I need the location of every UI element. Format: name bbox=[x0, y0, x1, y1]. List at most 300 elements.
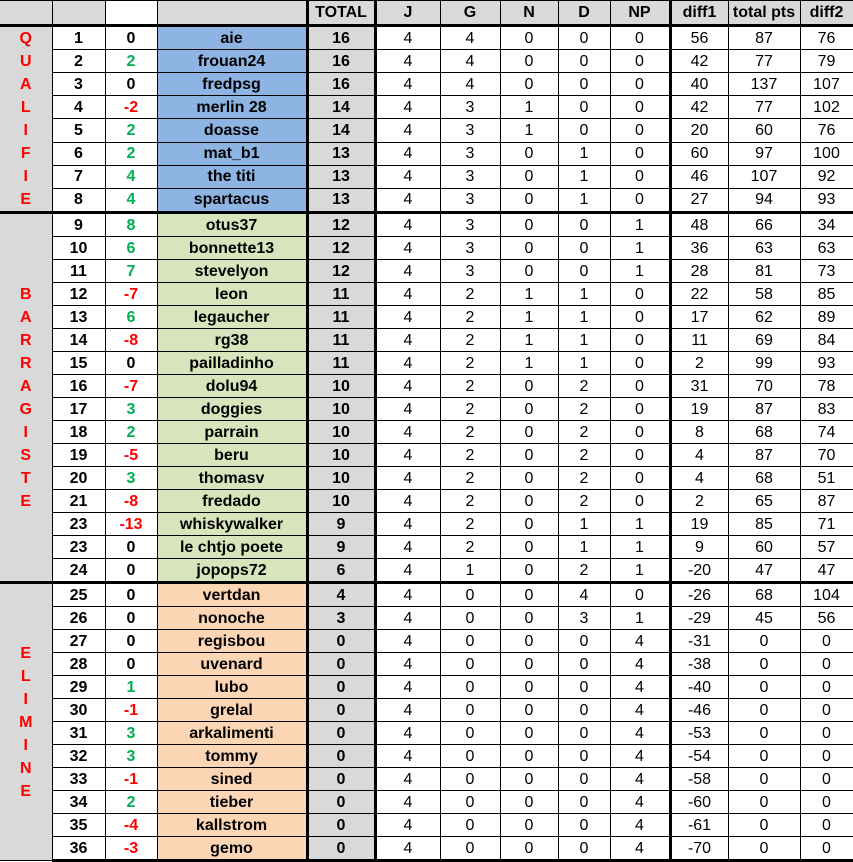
cell-diff1: -26 bbox=[670, 583, 728, 607]
cell-diff1: 4 bbox=[670, 444, 728, 467]
table-row bbox=[0, 398, 853, 421]
cell-total: 13 bbox=[307, 188, 375, 212]
cell-won: 2 bbox=[440, 352, 500, 375]
cell-won: 0 bbox=[440, 837, 500, 861]
header-diff1: diff1 bbox=[670, 1, 728, 26]
cell-player-name: tieber bbox=[157, 791, 307, 814]
cell-drawn: 0 bbox=[500, 26, 558, 50]
cell-lost: 0 bbox=[558, 745, 610, 768]
cell-won: 0 bbox=[440, 607, 500, 630]
cell-won: 2 bbox=[440, 513, 500, 536]
cell-played: 4 bbox=[375, 699, 440, 722]
cell-rank: 5 bbox=[52, 119, 105, 142]
cell-rank-change: 0 bbox=[105, 26, 157, 50]
cell-player-name: tommy bbox=[157, 745, 307, 768]
group-letter: U bbox=[19, 53, 32, 70]
cell-diff2: 76 bbox=[800, 26, 853, 50]
cell-diff1: -54 bbox=[670, 745, 728, 768]
cell-diff1: 19 bbox=[670, 513, 728, 536]
cell-won: 2 bbox=[440, 375, 500, 398]
cell-diff1: -38 bbox=[670, 653, 728, 676]
cell-diff2: 84 bbox=[800, 329, 853, 352]
cell-rank-change: 0 bbox=[105, 352, 157, 375]
cell-drawn: 1 bbox=[500, 306, 558, 329]
cell-diff2: 0 bbox=[800, 814, 853, 837]
cell-rank: 14 bbox=[52, 329, 105, 352]
cell-player-name: doggies bbox=[157, 398, 307, 421]
cell-drawn: 0 bbox=[500, 745, 558, 768]
table-row bbox=[0, 375, 853, 398]
cell-total: 0 bbox=[307, 814, 375, 837]
cell-not-played: 0 bbox=[610, 490, 670, 513]
table-row bbox=[0, 699, 853, 722]
cell-played: 4 bbox=[375, 375, 440, 398]
cell-not-played: 4 bbox=[610, 791, 670, 814]
cell-played: 4 bbox=[375, 814, 440, 837]
header-group-label bbox=[0, 1, 52, 26]
table-row bbox=[0, 791, 853, 814]
cell-diff1: 11 bbox=[670, 329, 728, 352]
cell-total-pts: 81 bbox=[728, 260, 800, 283]
cell-lost: 2 bbox=[558, 559, 610, 583]
cell-diff2: 57 bbox=[800, 536, 853, 559]
header-total: TOTAL bbox=[307, 1, 375, 26]
cell-rank-change: 2 bbox=[105, 50, 157, 73]
cell-drawn: 0 bbox=[500, 188, 558, 212]
cell-total-pts: 85 bbox=[728, 513, 800, 536]
cell-player-name: grelal bbox=[157, 699, 307, 722]
cell-not-played: 0 bbox=[610, 306, 670, 329]
table-row bbox=[0, 421, 853, 444]
cell-not-played: 0 bbox=[610, 188, 670, 212]
cell-total-pts: 47 bbox=[728, 559, 800, 583]
cell-rank: 13 bbox=[52, 306, 105, 329]
cell-player-name: the titi bbox=[157, 165, 307, 188]
cell-total: 4 bbox=[307, 583, 375, 607]
cell-diff2: 79 bbox=[800, 50, 853, 73]
cell-played: 4 bbox=[375, 791, 440, 814]
cell-total: 6 bbox=[307, 559, 375, 583]
cell-rank: 6 bbox=[52, 142, 105, 165]
cell-played: 4 bbox=[375, 213, 440, 237]
cell-played: 4 bbox=[375, 536, 440, 559]
cell-total: 0 bbox=[307, 722, 375, 745]
cell-played: 4 bbox=[375, 513, 440, 536]
cell-won: 3 bbox=[440, 119, 500, 142]
cell-total-pts: 66 bbox=[728, 213, 800, 237]
cell-rank: 16 bbox=[52, 375, 105, 398]
header-total-pts: total pts bbox=[728, 1, 800, 26]
cell-played: 4 bbox=[375, 444, 440, 467]
cell-total-pts: 0 bbox=[728, 745, 800, 768]
cell-diff2: 107 bbox=[800, 73, 853, 96]
group-letter: N bbox=[19, 759, 32, 777]
cell-diff2: 89 bbox=[800, 306, 853, 329]
table-row bbox=[0, 722, 853, 745]
table-row bbox=[0, 490, 853, 513]
cell-drawn: 0 bbox=[500, 676, 558, 699]
cell-rank: 3 bbox=[52, 73, 105, 96]
cell-total-pts: 65 bbox=[728, 490, 800, 513]
cell-rank: 29 bbox=[52, 676, 105, 699]
cell-player-name: leon bbox=[157, 283, 307, 306]
cell-total: 0 bbox=[307, 630, 375, 653]
cell-played: 4 bbox=[375, 398, 440, 421]
cell-player-name: uvenard bbox=[157, 653, 307, 676]
cell-diff1: -46 bbox=[670, 699, 728, 722]
cell-rank-change: 3 bbox=[105, 398, 157, 421]
cell-played: 4 bbox=[375, 26, 440, 50]
cell-rank: 12 bbox=[52, 283, 105, 306]
cell-diff1: -61 bbox=[670, 814, 728, 837]
cell-not-played: 4 bbox=[610, 699, 670, 722]
cell-diff1: 28 bbox=[670, 260, 728, 283]
cell-won: 3 bbox=[440, 260, 500, 283]
cell-rank-change: 7 bbox=[105, 260, 157, 283]
cell-total: 12 bbox=[307, 260, 375, 283]
cell-not-played: 1 bbox=[610, 513, 670, 536]
cell-drawn: 0 bbox=[500, 607, 558, 630]
cell-played: 4 bbox=[375, 119, 440, 142]
table-row bbox=[0, 676, 853, 699]
group-letter: E bbox=[20, 191, 32, 208]
cell-total: 12 bbox=[307, 213, 375, 237]
cell-diff2: 0 bbox=[800, 722, 853, 745]
cell-rank-change: 6 bbox=[105, 237, 157, 260]
cell-diff1: 48 bbox=[670, 213, 728, 237]
cell-diff2: 0 bbox=[800, 768, 853, 791]
cell-won: 0 bbox=[440, 791, 500, 814]
cell-diff2: 85 bbox=[800, 283, 853, 306]
header-not-played: NP bbox=[610, 1, 670, 26]
cell-won: 0 bbox=[440, 676, 500, 699]
cell-lost: 1 bbox=[558, 142, 610, 165]
cell-diff1: -40 bbox=[670, 676, 728, 699]
cell-not-played: 1 bbox=[610, 237, 670, 260]
cell-diff2: 73 bbox=[800, 260, 853, 283]
cell-drawn: 0 bbox=[500, 768, 558, 791]
cell-total: 0 bbox=[307, 791, 375, 814]
cell-drawn: 1 bbox=[500, 352, 558, 375]
cell-drawn: 0 bbox=[500, 142, 558, 165]
cell-not-played: 4 bbox=[610, 653, 670, 676]
group-letter: A bbox=[19, 76, 32, 93]
cell-drawn: 0 bbox=[500, 513, 558, 536]
cell-played: 4 bbox=[375, 768, 440, 791]
cell-rank: 34 bbox=[52, 791, 105, 814]
cell-drawn: 0 bbox=[500, 237, 558, 260]
cell-rank: 35 bbox=[52, 814, 105, 837]
table-row bbox=[0, 73, 853, 96]
cell-drawn: 0 bbox=[500, 630, 558, 653]
table-row bbox=[0, 237, 853, 260]
cell-total-pts: 0 bbox=[728, 791, 800, 814]
cell-drawn: 0 bbox=[500, 490, 558, 513]
cell-total: 13 bbox=[307, 142, 375, 165]
group-letter: B bbox=[19, 285, 32, 303]
cell-not-played: 0 bbox=[610, 352, 670, 375]
cell-diff1: 56 bbox=[670, 26, 728, 50]
cell-played: 4 bbox=[375, 583, 440, 607]
cell-rank-change: 0 bbox=[105, 536, 157, 559]
cell-total: 10 bbox=[307, 444, 375, 467]
cell-diff1: 31 bbox=[670, 375, 728, 398]
cell-lost: 2 bbox=[558, 398, 610, 421]
cell-player-name: thomasv bbox=[157, 467, 307, 490]
cell-rank-change: 2 bbox=[105, 421, 157, 444]
cell-player-name: frouan24 bbox=[157, 50, 307, 73]
cell-diff1: 2 bbox=[670, 352, 728, 375]
group-letter: I bbox=[23, 736, 28, 754]
cell-lost: 1 bbox=[558, 283, 610, 306]
cell-won: 0 bbox=[440, 583, 500, 607]
cell-lost: 0 bbox=[558, 837, 610, 861]
group-letter: I bbox=[23, 168, 28, 185]
cell-diff2: 63 bbox=[800, 237, 853, 260]
cell-total: 0 bbox=[307, 699, 375, 722]
cell-total: 10 bbox=[307, 490, 375, 513]
table-row bbox=[0, 188, 853, 212]
cell-diff2: 51 bbox=[800, 467, 853, 490]
table-row bbox=[0, 583, 853, 607]
cell-total-pts: 99 bbox=[728, 352, 800, 375]
cell-played: 4 bbox=[375, 283, 440, 306]
cell-rank-change: -7 bbox=[105, 283, 157, 306]
group-label-barragiste bbox=[0, 213, 52, 583]
cell-diff2: 76 bbox=[800, 119, 853, 142]
cell-not-played: 4 bbox=[610, 745, 670, 768]
cell-total-pts: 87 bbox=[728, 26, 800, 50]
cell-player-name: kallstrom bbox=[157, 814, 307, 837]
cell-drawn: 1 bbox=[500, 119, 558, 142]
cell-diff1: 9 bbox=[670, 536, 728, 559]
cell-not-played: 0 bbox=[610, 73, 670, 96]
group-letter: I bbox=[23, 423, 28, 441]
cell-played: 4 bbox=[375, 306, 440, 329]
cell-player-name: bonnette13 bbox=[157, 237, 307, 260]
cell-diff2: 71 bbox=[800, 513, 853, 536]
cell-played: 4 bbox=[375, 352, 440, 375]
cell-won: 4 bbox=[440, 26, 500, 50]
cell-rank: 26 bbox=[52, 607, 105, 630]
cell-drawn: 0 bbox=[500, 398, 558, 421]
cell-diff1: 42 bbox=[670, 50, 728, 73]
cell-lost: 0 bbox=[558, 699, 610, 722]
cell-total-pts: 97 bbox=[728, 142, 800, 165]
cell-rank: 28 bbox=[52, 653, 105, 676]
cell-played: 4 bbox=[375, 329, 440, 352]
table-row bbox=[0, 213, 853, 237]
group-letter: E bbox=[20, 644, 32, 662]
cell-total: 16 bbox=[307, 73, 375, 96]
cell-player-name: nonoche bbox=[157, 607, 307, 630]
cell-lost: 1 bbox=[558, 165, 610, 188]
cell-not-played: 0 bbox=[610, 329, 670, 352]
cell-rank: 36 bbox=[52, 837, 105, 861]
cell-played: 4 bbox=[375, 490, 440, 513]
cell-player-name: parrain bbox=[157, 421, 307, 444]
cell-diff2: 100 bbox=[800, 142, 853, 165]
cell-won: 2 bbox=[440, 398, 500, 421]
cell-rank-change: 0 bbox=[105, 559, 157, 583]
cell-played: 4 bbox=[375, 73, 440, 96]
cell-rank: 25 bbox=[52, 583, 105, 607]
cell-total: 10 bbox=[307, 375, 375, 398]
table-row bbox=[0, 536, 853, 559]
cell-player-name: pailladinho bbox=[157, 352, 307, 375]
group-label-qualifie bbox=[0, 26, 52, 213]
cell-lost: 2 bbox=[558, 467, 610, 490]
cell-rank-change: -2 bbox=[105, 96, 157, 119]
cell-played: 4 bbox=[375, 260, 440, 283]
group-letter: I bbox=[23, 122, 28, 139]
cell-played: 4 bbox=[375, 653, 440, 676]
cell-not-played: 0 bbox=[610, 165, 670, 188]
cell-player-name: beru bbox=[157, 444, 307, 467]
cell-drawn: 0 bbox=[500, 260, 558, 283]
cell-lost: 1 bbox=[558, 536, 610, 559]
cell-diff1: 36 bbox=[670, 237, 728, 260]
cell-diff2: 92 bbox=[800, 165, 853, 188]
cell-diff1: 27 bbox=[670, 188, 728, 212]
cell-rank-change: -8 bbox=[105, 329, 157, 352]
cell-drawn: 0 bbox=[500, 73, 558, 96]
cell-diff2: 0 bbox=[800, 653, 853, 676]
cell-won: 2 bbox=[440, 467, 500, 490]
table-row bbox=[0, 745, 853, 768]
cell-lost: 0 bbox=[558, 96, 610, 119]
cell-won: 3 bbox=[440, 213, 500, 237]
cell-won: 4 bbox=[440, 50, 500, 73]
header-rank-change bbox=[105, 1, 157, 26]
cell-total: 14 bbox=[307, 96, 375, 119]
cell-rank-change: -1 bbox=[105, 699, 157, 722]
cell-diff2: 87 bbox=[800, 490, 853, 513]
cell-won: 0 bbox=[440, 630, 500, 653]
cell-won: 2 bbox=[440, 444, 500, 467]
cell-drawn: 0 bbox=[500, 722, 558, 745]
table-row bbox=[0, 96, 853, 119]
cell-diff1: -58 bbox=[670, 768, 728, 791]
cell-rank-change: 0 bbox=[105, 653, 157, 676]
cell-player-name: fredado bbox=[157, 490, 307, 513]
cell-total-pts: 58 bbox=[728, 283, 800, 306]
cell-won: 1 bbox=[440, 559, 500, 583]
cell-rank: 7 bbox=[52, 165, 105, 188]
group-letter: R bbox=[19, 331, 32, 349]
cell-total-pts: 0 bbox=[728, 653, 800, 676]
group-letter: F bbox=[20, 145, 31, 162]
cell-drawn: 1 bbox=[500, 96, 558, 119]
group-letter: G bbox=[19, 400, 32, 418]
cell-diff2: 93 bbox=[800, 352, 853, 375]
cell-lost: 1 bbox=[558, 188, 610, 212]
cell-not-played: 0 bbox=[610, 444, 670, 467]
header-lost: D bbox=[558, 1, 610, 26]
table-row bbox=[0, 814, 853, 837]
cell-lost: 4 bbox=[558, 583, 610, 607]
table-row bbox=[0, 142, 853, 165]
cell-lost: 2 bbox=[558, 375, 610, 398]
cell-diff2: 47 bbox=[800, 559, 853, 583]
cell-rank-change: 4 bbox=[105, 188, 157, 212]
cell-lost: 0 bbox=[558, 653, 610, 676]
cell-not-played: 0 bbox=[610, 283, 670, 306]
cell-rank-change: -5 bbox=[105, 444, 157, 467]
cell-rank: 31 bbox=[52, 722, 105, 745]
table-row bbox=[0, 352, 853, 375]
cell-lost: 2 bbox=[558, 490, 610, 513]
cell-won: 2 bbox=[440, 329, 500, 352]
cell-lost: 0 bbox=[558, 119, 610, 142]
cell-lost: 1 bbox=[558, 513, 610, 536]
cell-drawn: 0 bbox=[500, 837, 558, 861]
cell-total: 3 bbox=[307, 607, 375, 630]
cell-rank-change: 6 bbox=[105, 306, 157, 329]
cell-total-pts: 107 bbox=[728, 165, 800, 188]
cell-rank-change: -8 bbox=[105, 490, 157, 513]
cell-total-pts: 70 bbox=[728, 375, 800, 398]
cell-rank-change: -13 bbox=[105, 513, 157, 536]
cell-rank: 27 bbox=[52, 630, 105, 653]
cell-lost: 0 bbox=[558, 73, 610, 96]
cell-total: 0 bbox=[307, 653, 375, 676]
cell-rank-change: 2 bbox=[105, 119, 157, 142]
cell-rank-change: -7 bbox=[105, 375, 157, 398]
cell-rank: 20 bbox=[52, 467, 105, 490]
cell-drawn: 0 bbox=[500, 791, 558, 814]
header-won: G bbox=[440, 1, 500, 26]
cell-diff2: 74 bbox=[800, 421, 853, 444]
cell-diff1: 8 bbox=[670, 421, 728, 444]
cell-diff2: 0 bbox=[800, 745, 853, 768]
cell-diff2: 0 bbox=[800, 699, 853, 722]
cell-player-name: fredpsg bbox=[157, 73, 307, 96]
cell-total: 16 bbox=[307, 26, 375, 50]
cell-total-pts: 94 bbox=[728, 188, 800, 212]
cell-lost: 0 bbox=[558, 213, 610, 237]
cell-lost: 0 bbox=[558, 791, 610, 814]
cell-total: 11 bbox=[307, 283, 375, 306]
cell-not-played: 1 bbox=[610, 559, 670, 583]
cell-rank: 10 bbox=[52, 237, 105, 260]
cell-rank: 11 bbox=[52, 260, 105, 283]
cell-rank-change: 0 bbox=[105, 583, 157, 607]
cell-drawn: 0 bbox=[500, 375, 558, 398]
cell-rank: 1 bbox=[52, 26, 105, 50]
cell-won: 2 bbox=[440, 536, 500, 559]
cell-lost: 2 bbox=[558, 444, 610, 467]
cell-rank-change: 0 bbox=[105, 73, 157, 96]
cell-diff2: 34 bbox=[800, 213, 853, 237]
cell-rank: 21 bbox=[52, 490, 105, 513]
cell-diff1: 20 bbox=[670, 119, 728, 142]
cell-not-played: 0 bbox=[610, 375, 670, 398]
cell-rank: 33 bbox=[52, 768, 105, 791]
cell-rank-change: 0 bbox=[105, 630, 157, 653]
cell-won: 3 bbox=[440, 165, 500, 188]
table-row bbox=[0, 26, 853, 50]
cell-rank-change: 2 bbox=[105, 791, 157, 814]
cell-total-pts: 60 bbox=[728, 536, 800, 559]
cell-not-played: 4 bbox=[610, 722, 670, 745]
cell-lost: 0 bbox=[558, 237, 610, 260]
cell-won: 0 bbox=[440, 699, 500, 722]
cell-total-pts: 62 bbox=[728, 306, 800, 329]
cell-not-played: 0 bbox=[610, 398, 670, 421]
cell-rank-change: -1 bbox=[105, 768, 157, 791]
cell-won: 0 bbox=[440, 814, 500, 837]
